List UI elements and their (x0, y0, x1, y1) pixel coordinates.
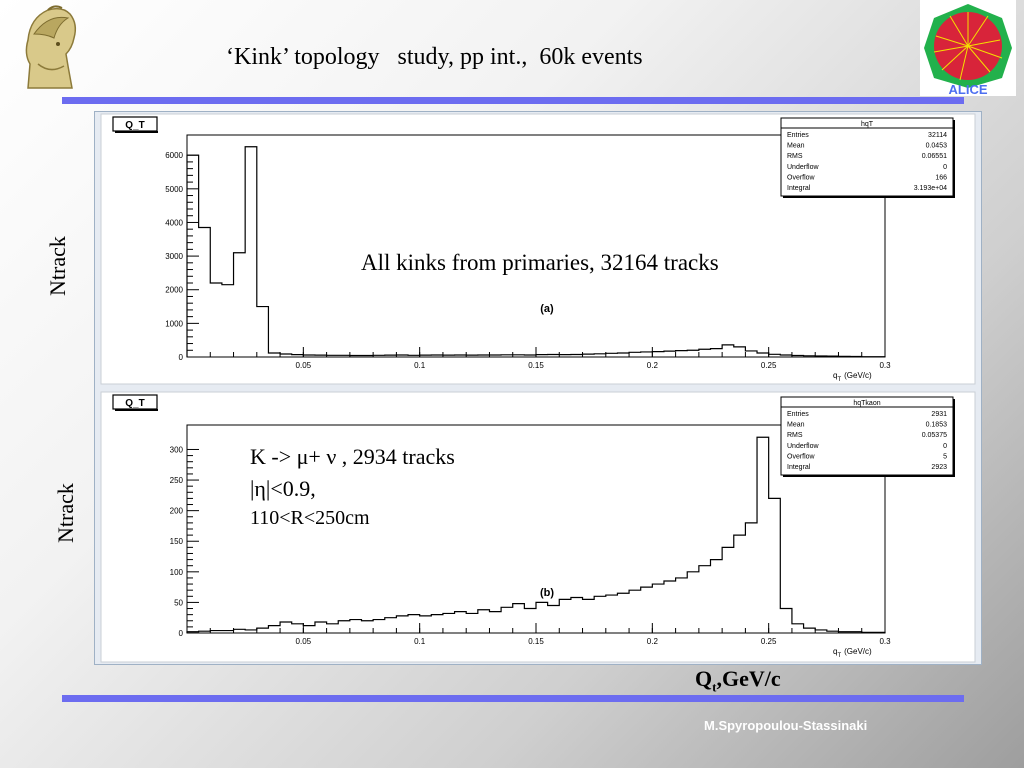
histogram-bin (548, 605, 560, 633)
histogram-bin (583, 599, 595, 633)
x-tick-label: 0.1 (414, 361, 426, 370)
histogram-bin (478, 610, 490, 633)
histogram-bin (583, 354, 595, 357)
histogram-bin (711, 560, 723, 633)
histogram-bin (478, 355, 490, 357)
author-credit: M.Spyropoulou-Stassinaki (704, 718, 868, 733)
histogram-bin (757, 437, 769, 633)
y-tick-label: 100 (169, 567, 183, 577)
histogram-bin (780, 609, 792, 633)
histogram-bin (303, 355, 315, 357)
x-tick-label: 0.25 (760, 361, 777, 370)
panel-label: (a) (540, 303, 554, 315)
histogram-bin (338, 621, 350, 633)
histogram-bin (699, 566, 711, 633)
histogram-bin (664, 581, 676, 633)
histogram-bin (489, 355, 501, 357)
stats-row-value: 32114 (928, 132, 947, 139)
stats-row-value: 5 (943, 453, 947, 461)
histogram-bin (559, 599, 571, 633)
histogram-bin (222, 285, 234, 357)
y-tick-label: 6000 (165, 151, 183, 161)
stats-row-label: RMS (787, 153, 803, 161)
histogram-bin (187, 632, 199, 633)
histogram-bin (513, 355, 525, 357)
histogram-bin (268, 626, 280, 633)
histogram-bin (199, 631, 211, 633)
stats-title: hqT (860, 121, 874, 128)
panel-label: (b) (539, 587, 555, 599)
histogram-bin (606, 353, 618, 357)
histogram-bin (210, 631, 222, 633)
histogram-bin (280, 622, 292, 633)
histogram-bin (629, 352, 641, 357)
histogram-bin (769, 498, 781, 633)
stats-row-value: 0 (943, 442, 947, 450)
histogram-bin (420, 616, 432, 633)
histogram-bin (408, 615, 420, 633)
histogram-bin (524, 355, 536, 357)
histogram-bin (780, 355, 792, 357)
stats-row-label: Entries (787, 132, 809, 139)
stats-row-value: 0.1853 (925, 421, 947, 429)
histogram-bin (303, 626, 315, 633)
plot-area-frame (187, 135, 885, 357)
x-axis-title-unit: (GeV/c) (844, 371, 872, 380)
histogram-bin (571, 354, 583, 357)
histogram-bin (606, 595, 618, 633)
y-tick-label: 0 (178, 353, 183, 362)
histogram-bin (443, 613, 455, 633)
x-tick-label: 0.05 (295, 637, 312, 646)
y-tick-label: 2000 (165, 285, 183, 295)
stats-title: hqTkaon (853, 400, 881, 407)
histogram-bin (757, 353, 769, 357)
histogram-bin (408, 355, 420, 357)
histogram-bin (687, 572, 699, 633)
histogram-bin (431, 615, 443, 633)
histogram-bin (594, 354, 606, 357)
histogram-bin (536, 355, 548, 357)
histogram-bin (734, 347, 746, 357)
histogram-bin (617, 353, 629, 357)
histogram-bin (187, 155, 199, 357)
histogram-bin (268, 353, 280, 357)
histogram-bin (792, 355, 804, 357)
histogram-bin (466, 613, 478, 633)
histogram-bin (280, 354, 292, 357)
histogram-bin (524, 609, 536, 633)
histogram-bin (350, 355, 362, 357)
histogram-bin (559, 355, 571, 357)
stats-row-label: Underflow (787, 163, 819, 171)
histogram-bin (385, 618, 397, 633)
histogram-bin (455, 612, 467, 633)
histogram-bin (199, 228, 211, 358)
histogram-bin (792, 624, 804, 633)
x-tick-label: 0.2 (646, 637, 658, 646)
histogram-bin (745, 523, 757, 633)
x-axis-title-sub: T (837, 377, 842, 383)
bottom-divider (62, 695, 964, 702)
y-tick-label: 150 (169, 537, 183, 547)
alice-logo (920, 0, 1016, 96)
y-axis-label-bottom: Ntrack (53, 483, 78, 543)
histogram-bin (431, 355, 443, 357)
histogram-bin (652, 352, 664, 357)
histogram-bin (745, 351, 757, 357)
x-axis-label-main (695, 666, 781, 695)
stats-row-value: 0.05375 (921, 432, 947, 440)
histogram-bin (617, 593, 629, 633)
histogram-bin (315, 355, 327, 357)
stats-row-value: 166 (935, 174, 947, 182)
histogram-bin (245, 630, 257, 633)
histogram-panel-b (101, 392, 975, 662)
histogram-bin (711, 349, 723, 357)
x-axis-title-q: q (833, 371, 838, 380)
histogram-bin (664, 351, 676, 357)
x-axis-label-sub: t (712, 679, 717, 695)
histogram-bin (362, 621, 374, 633)
histogram-bin (327, 355, 339, 357)
plot-frame (94, 111, 982, 665)
x-tick-label: 0.15 (528, 361, 544, 370)
y-tick-label: 250 (169, 476, 183, 486)
histogram-bin (548, 354, 560, 357)
top-divider (62, 97, 964, 104)
histogram-bin (210, 283, 222, 357)
histogram-bin (838, 356, 850, 357)
stats-row-label: Integral (787, 185, 811, 192)
annotation-line: |η|<0.9, (250, 476, 316, 501)
stats-row-label: RMS (787, 432, 803, 440)
y-tick-label: 50 (174, 598, 183, 608)
athena-logo (18, 4, 82, 92)
histogram-bin (722, 345, 734, 357)
histogram-bin (629, 590, 641, 633)
histogram-bin (257, 307, 269, 357)
histogram-bin (804, 628, 816, 633)
x-tick-label: 0.25 (760, 637, 777, 646)
x-axis-label-rest: ,GeV/c (716, 666, 781, 691)
annotation-line: K -> μ+ ν , 2934 tracks (250, 444, 455, 469)
x-tick-label: 0.1 (414, 637, 426, 646)
stats-row-label: Mean (787, 142, 805, 150)
x-tick-label: 0.15 (528, 637, 544, 646)
histogram-bin (338, 355, 350, 357)
x-tick-label: 0.2 (646, 361, 658, 370)
histogram-bin (396, 616, 408, 633)
histogram-bin (234, 253, 246, 357)
histogram-bin (373, 620, 385, 633)
stats-row-value: 3.193e+04 (913, 185, 947, 192)
alice-logo-text: ALICE (948, 82, 988, 96)
y-tick-label: 1000 (165, 319, 183, 329)
histogram-bin (443, 355, 455, 357)
histogram-panel-a (101, 114, 975, 384)
slide-title: ‘Kink’ topology study, pp int., 60k events (226, 44, 643, 70)
histogram-bin (850, 632, 862, 633)
histogram-bin (641, 587, 653, 633)
histogram-bin (292, 355, 304, 357)
stats-row-label: Underflow (787, 442, 819, 450)
histogram-bin (513, 604, 525, 633)
histogram-bin (815, 356, 827, 357)
stats-row-value: 2931 (931, 411, 947, 418)
histogram-bin (489, 612, 501, 633)
histogram-bin (385, 355, 397, 357)
histogram-bin (652, 584, 664, 633)
histogram-bin (862, 632, 874, 633)
y-tick-label: 5000 (165, 184, 183, 194)
stats-row-label: Overflow (787, 174, 815, 182)
histogram-bin (699, 349, 711, 357)
annotation-line: 110<R<250cm (250, 507, 370, 529)
histogram-bin (676, 351, 688, 357)
histogram-bin (536, 602, 548, 633)
y-tick-label: 300 (169, 445, 183, 455)
x-tick-label: 0.3 (879, 637, 891, 646)
annotation-line: All kinks from primaries, 32164 tracks (361, 250, 719, 275)
histogram-bin (827, 356, 839, 357)
stats-row-value: 2923 (931, 464, 947, 471)
x-axis-title-sub: T (837, 653, 842, 659)
y-tick-label: 4000 (165, 218, 183, 228)
histogram-bin (873, 632, 885, 633)
stats-row-label: Integral (787, 464, 811, 471)
histogram-bin (594, 596, 606, 633)
histogram-bin (222, 631, 234, 633)
histogram-bin (245, 147, 257, 357)
histogram-bin (722, 547, 734, 633)
histogram-bin (350, 620, 362, 633)
stats-row-value: 0.06551 (921, 153, 947, 161)
stats-row-label: Overflow (787, 453, 815, 461)
y-tick-label: 3000 (165, 252, 183, 262)
histogram-bin (373, 355, 385, 357)
histogram-bin (315, 622, 327, 633)
histogram-bin (804, 356, 816, 357)
histogram-bin (734, 535, 746, 633)
x-axis-title-q: q (833, 647, 838, 656)
histogram-bin (687, 350, 699, 357)
histogram-figure (95, 112, 983, 666)
y-tick-label: 0 (178, 629, 183, 638)
histogram-bin (466, 355, 478, 357)
x-tick-label: 0.05 (295, 361, 312, 370)
histogram-name: Q_T (125, 398, 145, 409)
histogram-bin (257, 628, 269, 633)
histogram-bin (850, 356, 862, 357)
histogram-bin (455, 355, 467, 357)
histogram-bin (827, 631, 839, 633)
histogram-bin (769, 354, 781, 357)
stats-row-value: 0.0453 (925, 142, 947, 150)
histogram-name: Q_T (125, 120, 145, 131)
histogram-bin (327, 624, 339, 633)
histogram-bin (641, 352, 653, 357)
histogram-bin (815, 630, 827, 633)
y-tick-label: 200 (169, 506, 183, 516)
x-tick-label: 0.3 (879, 361, 891, 370)
x-axis-title-unit: (GeV/c) (844, 647, 872, 656)
histogram-bin (838, 632, 850, 633)
histogram-bin (292, 624, 304, 633)
histogram-bin (676, 578, 688, 633)
x-axis-label-q: Q (695, 666, 713, 691)
histogram-bin (501, 355, 513, 357)
histogram-bin (420, 355, 432, 357)
stats-row-label: Mean (787, 421, 805, 429)
histogram-bin (362, 355, 374, 357)
histogram-bin (501, 607, 513, 633)
y-axis-label-top: Ntrack (45, 236, 70, 296)
stats-row-value: 0 (943, 163, 947, 171)
histogram-bin (571, 598, 583, 633)
histogram-bin (234, 629, 246, 633)
stats-row-label: Entries (787, 411, 809, 418)
histogram-bin (396, 355, 408, 357)
